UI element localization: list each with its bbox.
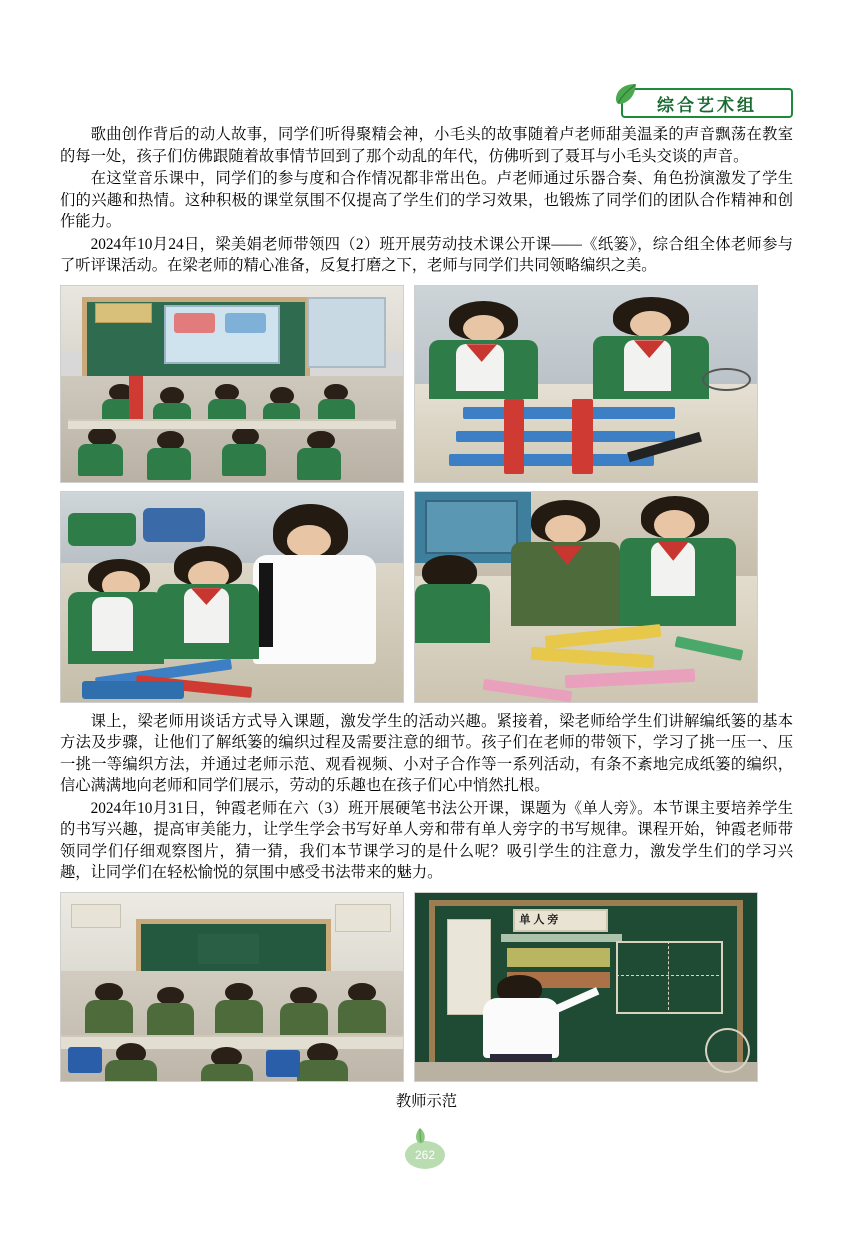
students-showing-colored-strips-photo [414,491,758,703]
paragraph-1: 歌曲创作背后的动人故事，同学们听得聚精会神，小毛头的故事随着卢老师甜美温柔的声音飘荡在教室的每一处，孩子们仿佛跟随着故事情节回到了那个动乱的年代，仿佛听到了聂耳与小毛头交谈的声音。 [60,126,793,165]
paragraph-2: 在这堂音乐课中，同学们的参与度和合作情况都非常出色。卢老师通过乐器合奏、角色扮演激发了学生们的兴趣和热情。这种积极的课堂氛围不仅提高了学生们的学习效果，也锻炼了同学们的团队合作精神和创作能力。 [60,170,793,230]
page-content [60,124,793,1111]
leaf-icon [613,81,639,107]
page-footer [0,1129,850,1169]
teacher-writing-on-blackboard-photo: 单人旁 [414,892,758,1082]
photo-row-1 [60,285,793,483]
paragraph-3: 2024年10月24日，梁美娟老师带领四（2）班开展劳动技术课公开课——《纸篓》，综合组全体老师参与了听评课活动。在梁老师的精心准备，反复打磨之下，老师与同学们共同领略编织之美。 [60,235,793,274]
page-number: 262 [405,1141,445,1169]
section-header-badge [621,88,793,118]
section-header-label: 综合艺术组 [657,95,757,115]
students-weaving-paper-strips-photo [414,285,758,483]
photo-row-3 [60,892,793,1082]
leaf-icon [407,1127,433,1151]
paragraph-5: 2024年10月31日，钟霞老师在六（3）班开展硬笔书法公开课，课题为《单人旁》。本节课主要培养学生的书写兴趣，提高审美能力，让学生学会书写好单人旁和带有单人旁字的书写规律。课程开始，钟霞老师带领同学们仔细观察图片，猜一猜，我们本节课学习的是什么呢？吸引学生的注意力，激发学生们的学习兴趣，让同学们在轻松愉悦的氛围中感受书法带来的魅力。 [60,799,793,881]
photo-caption: 教师示范 [395,1092,458,1110]
photo-row-2 [60,491,793,703]
calligraphy-class-overview-photo [60,892,404,1082]
paragraph-4: 课上，梁老师用谈话方式导入课题，激发学生的活动兴趣。紧接着，梁老师给学生们讲解编纸篓的基本方法及步骤，让他们了解纸篓的编织过程及需要注意的细节。孩子们在老师的带领下，学习了挑一压一、压一挑一等编织方法，并通过老师示范、观看视频、小对子合作等一系列活动，有条不紊地完成纸篓的编织，信心满满地向老师和同学们展示，劳动的乐趣也在孩子们心中悄然扎根。 [60,712,793,794]
classroom-music-lesson-photo [60,285,404,483]
teacher-guiding-students-photo [60,491,404,703]
